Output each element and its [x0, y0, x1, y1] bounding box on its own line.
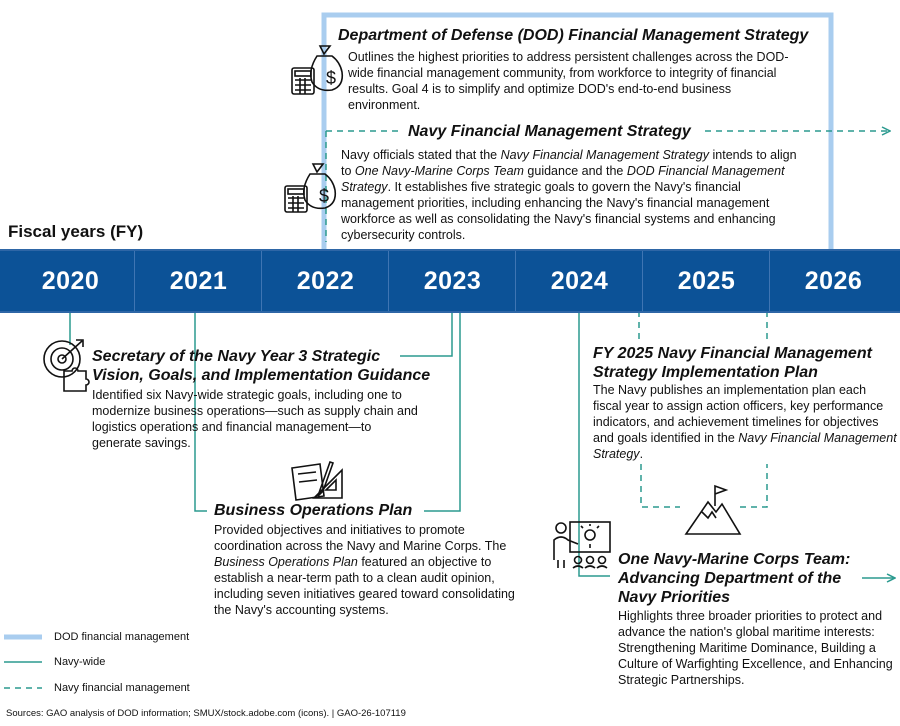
- fy2025-plan-title: FY 2025 Navy Financial Management Strategy Implementation Plan: [593, 345, 872, 381]
- timeline-band: [0, 249, 900, 313]
- secnav-guidance-body: Identified six Navy-wide strategic goals, including one to modernize business operations—such as supply chain and logistics operations and financial management—to generate savings.: [92, 388, 418, 450]
- target-puzzle-icon: [44, 340, 89, 391]
- presenter-icon: [554, 522, 610, 568]
- navy-fm-strategy-title: Navy Financial Management Strategy: [408, 123, 691, 140]
- year-2026: 2026: [769, 251, 897, 311]
- legend-navy-wide-label: Navy-wide: [54, 656, 106, 668]
- fy2025-plan-body: The Navy publishes an implementation plan each fiscal year to assign action officers, key performance indicators, and achievement timelines for objectives and goals identified in the Navy Financial Management Strategy.: [593, 383, 897, 461]
- year-2025: 2025: [642, 251, 770, 311]
- fy25-dash-bracket: [641, 464, 767, 507]
- business-ops-plan-body: Provided objectives and initiatives to promote coordination across the Navy and Marine Corps. The Business Operations Plan featured an objective to establish a near-term path to a clean audit opinion, including seven initiatives geared toward consolidating the Navy's accounting systems.: [214, 523, 515, 617]
- source-note: Sources: GAO analysis of DOD information; SMUX/stock.adobe.com (icons). | GAO-26-107119: [6, 708, 406, 719]
- year-2022: 2022: [261, 251, 389, 311]
- dod-strategy-title: Department of Defense (DOD) Financial Management Strategy: [338, 27, 809, 44]
- legend-navy-fm-label: Navy financial management: [54, 682, 190, 694]
- year-2024: 2024: [515, 251, 643, 311]
- money-bag-calculator-icon: [292, 46, 342, 94]
- business-ops-plan-title: Business Operations Plan: [214, 502, 413, 519]
- dod-strategy-body: Outlines the highest priorities to address persistent challenges across the DOD-wide financial management community, from workforce to integrity of financial results. Goal 4 is to simplify and optimize DOD's end-to-end business environment.: [348, 50, 789, 112]
- drafting-tools-icon: [292, 462, 342, 500]
- svg-text:$: $: [326, 68, 337, 88]
- money-bag-calculator-icon: [285, 164, 335, 212]
- one-navy-title: One Navy-Marine Corps Team: Advancing Department of the Navy Priorities: [618, 551, 851, 606]
- svg-text:$: $: [319, 186, 330, 206]
- fiscal-years-label: Fiscal years (FY): [8, 222, 144, 241]
- year-2021: 2021: [134, 251, 262, 311]
- year-2020: 2020: [41, 267, 100, 295]
- one-navy-body: Highlights three broader priorities to protect and advance the nation's global maritime interests: Strengthening Maritime Dominance, Building a Culture of Warfighting Excellence, and Enhancing Strategic Partnerships.: [618, 609, 893, 687]
- mountain-flag-icon: [686, 486, 740, 534]
- legend-dod-label: DOD financial management: [54, 631, 190, 643]
- navy-fm-strategy-body: Navy officials stated that the Navy Financial Management Strategy intends to align to One Navy-Marine Corps Team guidance and the DOD Financial Management Strategy. It establishes five strategic goals to govern the Navy's financial management priorities, including enhancing the Navy's financial management workforce as well as consolidating the Navy's financial systems and enhancing cybersecurity controls.: [341, 148, 797, 242]
- year-2023: 2023: [388, 251, 516, 311]
- secnav-guidance-title: Secretary of the Navy Year 3 Strategic Vision, Goals, and Implementation Guidance: [92, 348, 431, 384]
